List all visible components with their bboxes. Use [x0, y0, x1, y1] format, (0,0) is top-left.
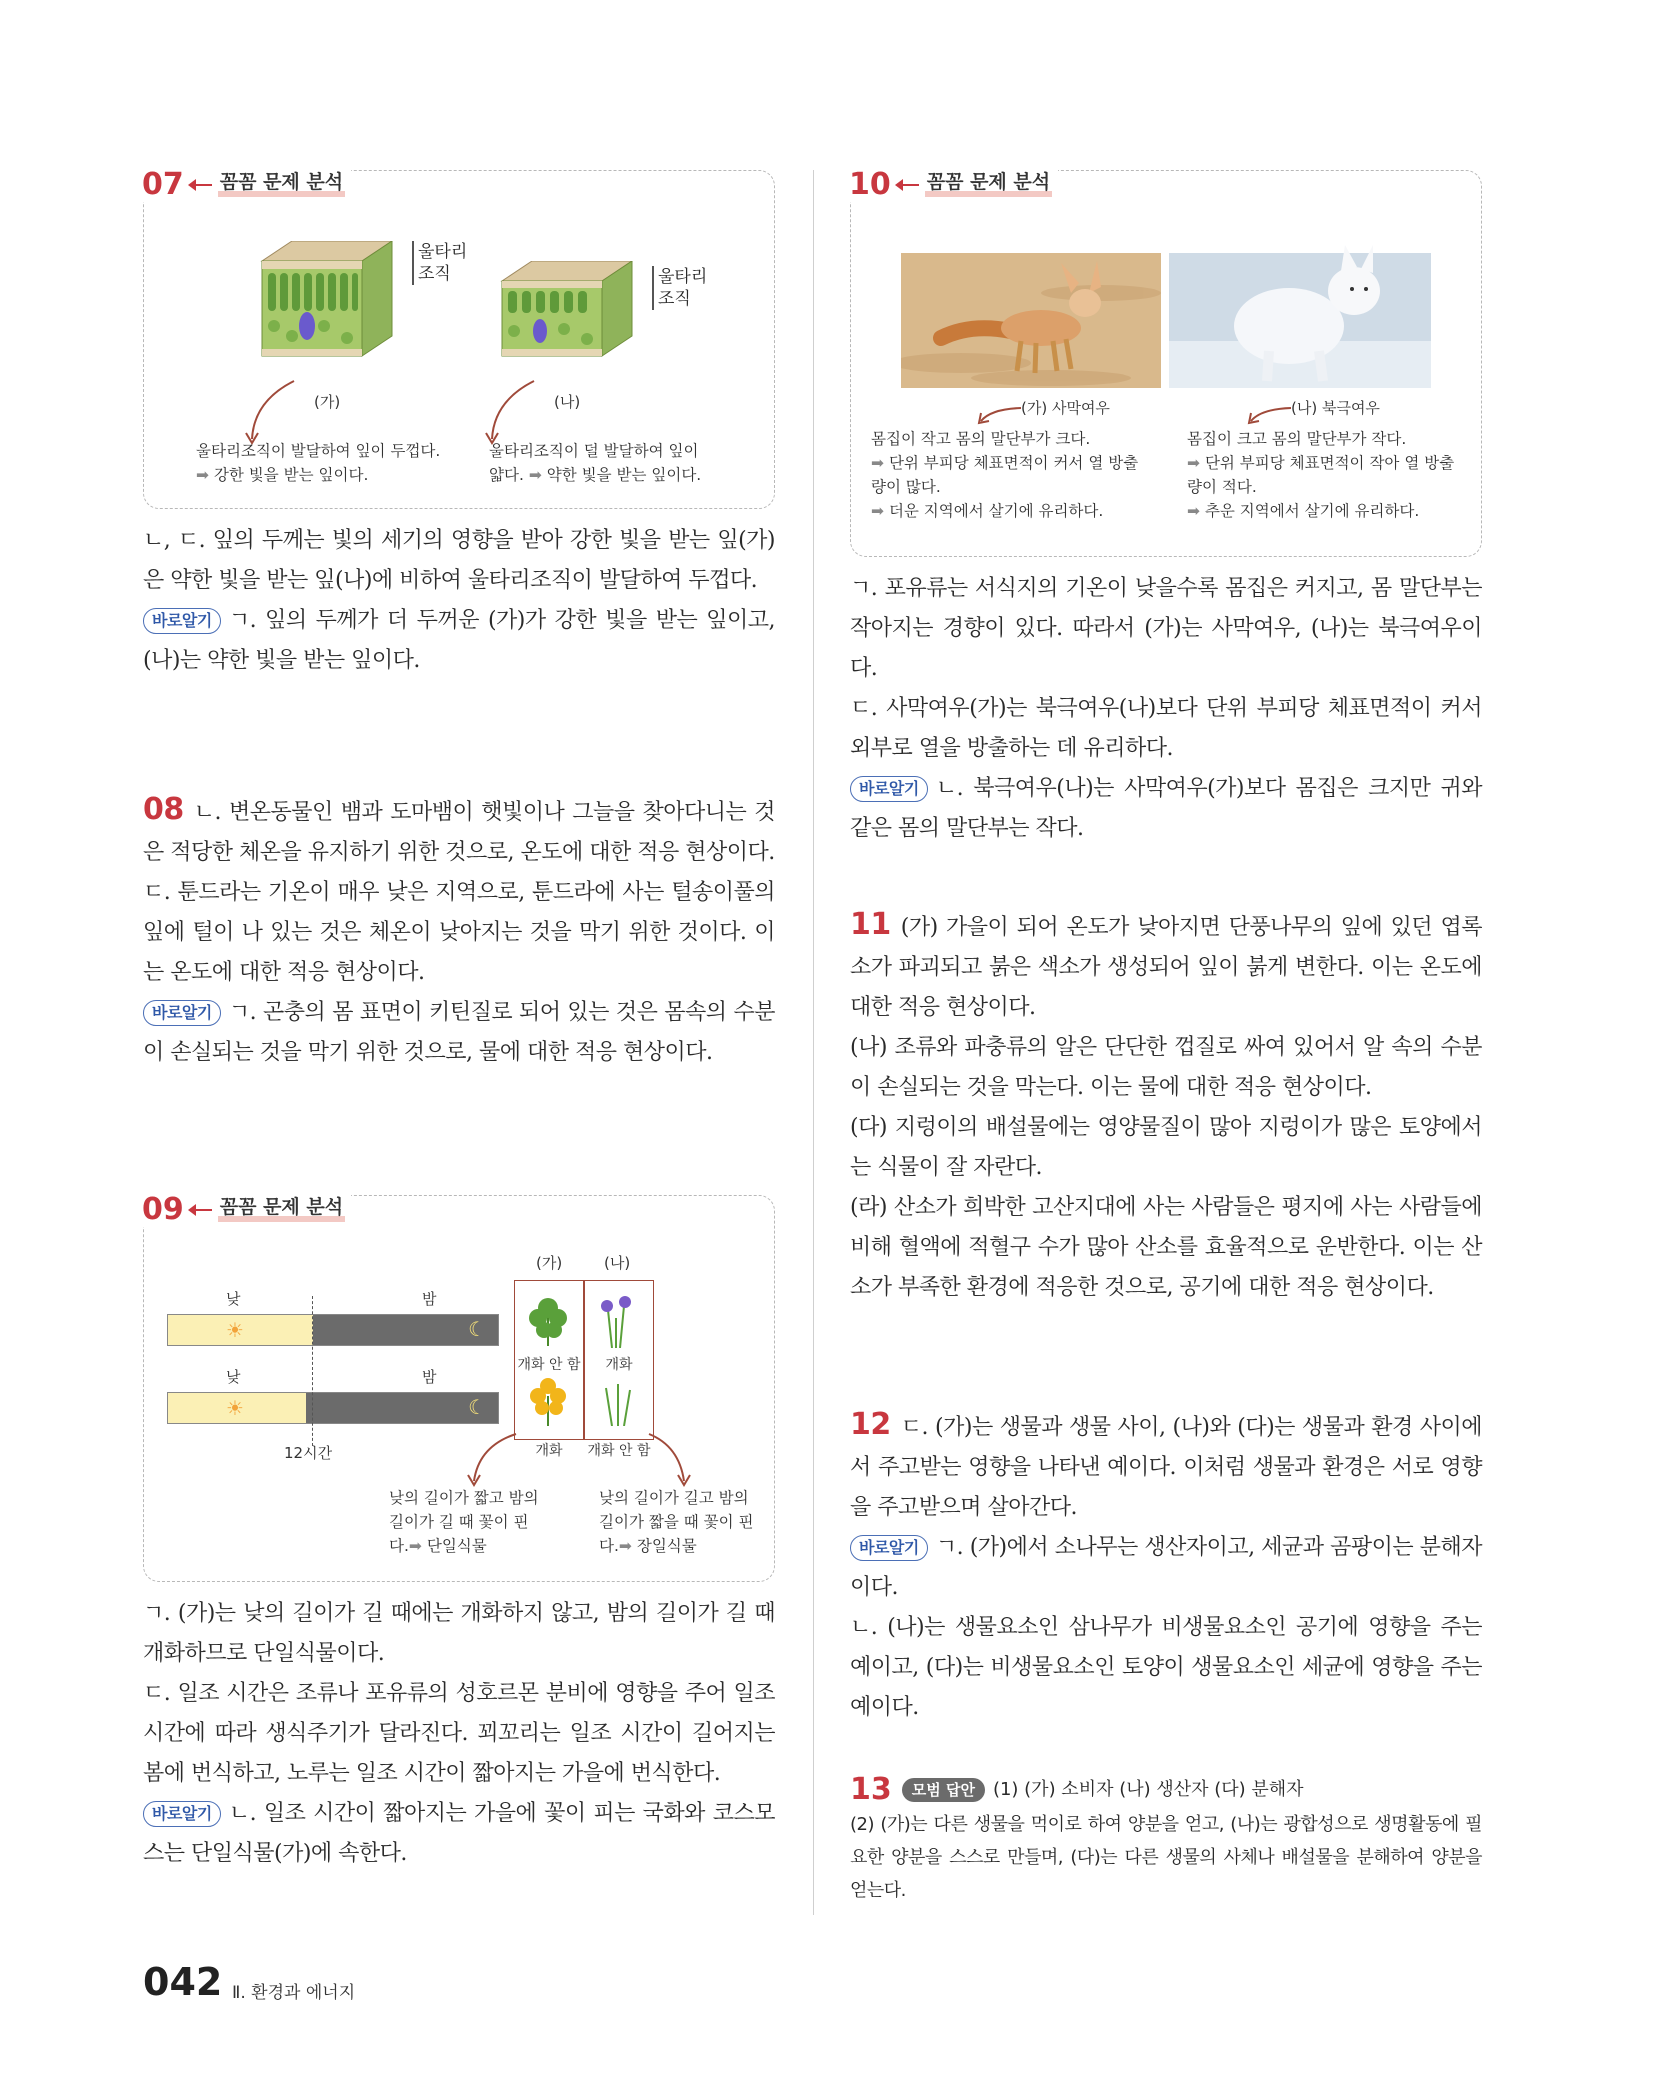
- note-b-result: 장일식물: [636, 1537, 697, 1555]
- right-arrow-icon: ➡: [618, 1537, 632, 1555]
- q09-para1: ㄱ. (가)는 낮의 길이가 길 때에는 개화하지 않고, 밤의 길이가 길 때 개화하므로 단일식물이다.: [143, 1601, 775, 1666]
- analysis-tag: 꼼꼼 문제 분석: [218, 173, 345, 197]
- note-a-line2: 길이가 길 때 꽃이 핀: [389, 1513, 529, 1531]
- desc-b: [1187, 427, 1454, 523]
- q08-para3-text: ㄱ. 곤충의 몸 표면이 키틴질로 되어 있는 것은 몸속의 수분이 손실되는 것을 막기 위한 것으로, 물에 대한 적응 현상이다.: [143, 1000, 775, 1065]
- tissue-label-a: 울타리 조직: [412, 241, 467, 285]
- correction-badge: 바로알기: [850, 1535, 928, 1561]
- q09-para3-text: ㄴ. 일조 시간이 짧아지는 가을에 꽃이 피는 국화와 코스모스는 단일식물(가)에 속한다.: [143, 1801, 775, 1866]
- desc-a-result: 강한 빛을 받는 잎이다.: [213, 466, 369, 484]
- correction-badge: 바로알기: [850, 776, 928, 802]
- question-number: 13: [850, 1772, 892, 1807]
- q10-para2: ㄷ. 사막여우(가)는 북극여우(나)보다 단위 부피당 체표면적이 커서 외부로 열을 방출하는 데 유리하다.: [850, 696, 1482, 761]
- q08-para1: [143, 790, 775, 873]
- q09-para3: [143, 1794, 775, 1874]
- q11-para2: (나) 조류와 파충류의 알은 단단한 껍질로 싸여 있어서 알 속의 수분이 손실되는 것을 막는다. 이는 물에 대한 적응 현상이다.: [850, 1035, 1482, 1100]
- note-b: [599, 1486, 753, 1558]
- question-11: [850, 905, 1482, 1308]
- label-12-hours: 12시간: [284, 1444, 333, 1462]
- right-arrow-icon: ➡: [871, 502, 884, 520]
- desc-a-line1: 울타리조직이 발달하여 잎이 두껍다.: [196, 442, 441, 460]
- desc-a-text4: 더운 지역에서 살기에 유리하다.: [888, 502, 1104, 520]
- note-b-line2: 길이가 짧을 때 꽃이 핀: [599, 1513, 754, 1531]
- column-divider: [813, 170, 814, 1915]
- right-arrow-icon: ➡: [528, 466, 542, 484]
- question-07: [142, 167, 775, 681]
- question-13: [850, 1772, 1482, 1907]
- note-a: [389, 1486, 539, 1558]
- desc-b-line4: [1187, 499, 1454, 523]
- desc-b-text2: 단위 부피당 체표면적이 작아 열 방출: [1204, 454, 1455, 472]
- label-day-2: 낮: [226, 1368, 241, 1386]
- desc-a-text2: 단위 부피당 체표면적이 커서 열 방출: [888, 454, 1139, 472]
- question-number: 08: [143, 792, 184, 827]
- q13-answer1: (1) (가) 소비자 (나) 생산자 (다) 분해자: [992, 1779, 1304, 1800]
- col-label-b: (나): [604, 1254, 631, 1272]
- label-day-1: 낮: [226, 1290, 241, 1308]
- analysis-box-10: [849, 167, 1482, 557]
- question-number: 11: [850, 907, 891, 942]
- analysis-box-07: [142, 167, 775, 509]
- q12-para1-text: ㄷ. (가)는 생물과 생물 사이, (나)와 (다)는 생물과 환경 사이에서 주고받는 영향을 나타낸 예이다. 이처럼 생물과 환경은 서로 영향을 주고받으며 살아간다.: [850, 1415, 1482, 1520]
- desc-b-line2: [1187, 451, 1454, 475]
- desc-b-line1: 몸집이 크고 몸의 말단부가 작다.: [1187, 430, 1407, 448]
- state-a-top: 개화 안 함: [517, 1357, 581, 1373]
- q08-para2: ㄷ. 툰드라는 기온이 매우 낮은 지역으로, 툰드라에 사는 털송이풀의 잎에 털이 나 있는 것은 체온이 낮아지는 것을 막기 위한 것이다. 이는 온도에 대한 적응 현상이다.: [143, 880, 775, 985]
- section-title: Ⅱ. 환경과 에너지: [232, 1983, 356, 2003]
- q10-para1: ㄱ. 포유류는 서식지의 기온이 낮을수록 몸집은 커지고, 몸 말단부는 작아지는 경향이 있다. 따라서 (가)는 사막여우, (나)는 북극여우이다.: [850, 576, 1482, 681]
- caption-b: (나): [554, 393, 581, 411]
- pointer-arrows: [144, 171, 776, 471]
- note-b-line3: [599, 1534, 753, 1558]
- q07-para1: ㄴ, ㄷ. 잎의 두께는 빛의 세기의 영향을 받아 강한 빛을 받는 잎(가)은 약한 빛을 받는 잎(나)에 비하여 울타리조직이 발달하여 두껍다.: [143, 528, 775, 593]
- state-a-bottom: 개화: [535, 1443, 563, 1459]
- q07-para2-text: ㄱ. 잎의 두께가 더 두꺼운 (가)가 강한 빛을 받는 잎이고, (나)는 약한 빛을 받는 잎이다.: [143, 608, 775, 673]
- tissue-label-b: 울타리 조직: [652, 266, 707, 310]
- desc-b-result: 약한 빛을 받는 잎이다.: [546, 466, 702, 484]
- question-number: 12: [850, 1407, 891, 1442]
- q08-para3: [143, 993, 775, 1073]
- caption-a: (가): [314, 393, 341, 411]
- q11-para3: (다) 지렁이의 배설물에는 영양물질이 많아 지렁이가 많은 토양에서는 식물이 잘 자란다.: [850, 1115, 1482, 1180]
- model-answer-badge: 모범 답안: [902, 1778, 985, 1802]
- question-09: [142, 1192, 775, 1874]
- q11-para4: (라) 산소가 희박한 고산지대에 사는 사람들은 평지에 사는 사람들에 비해 혈액에 적혈구 수가 많아 산소를 효율적으로 운반한다. 이는 산소가 부족한 환경에 적응한 것으로, 공기에 대한 적응 현상이다.: [850, 1195, 1482, 1300]
- q08-para1-text: ㄴ. 변온동물인 뱀과 도마뱀이 햇빛이나 그늘을 찾아다니는 것은 적당한 체온을 유지하기 위한 것으로, 온도에 대한 적응 현상이다.: [143, 800, 775, 865]
- question-number: 10: [849, 167, 891, 202]
- right-arrow-icon: ➡: [408, 1537, 422, 1555]
- question-10: [849, 167, 1482, 849]
- label-night-1: 밤: [422, 1290, 437, 1308]
- q12-para2: [850, 1528, 1482, 1608]
- question-number: 07: [142, 167, 184, 202]
- desc-a: [196, 439, 440, 487]
- correction-badge: 바로알기: [143, 608, 221, 634]
- caption-a: (가) 사막여우: [1021, 399, 1110, 417]
- q13-answer2: (2) (가)는 다른 생물을 먹이로 하여 양분을 얻고, (나)는 광합성으로 생명활동에 필요한 양분을 스스로 만들며, (다)는 다른 생물의 사체나 배설물을 분해하여 양분을 얻는다.: [850, 1814, 1482, 1901]
- q11-para1: [850, 905, 1482, 1028]
- q10-para3: [850, 769, 1482, 849]
- moon-icon: ☾: [468, 1395, 486, 1419]
- desc-b-text4: 추운 지역에서 살기에 유리하다.: [1204, 502, 1420, 520]
- note-a-line1: 낮의 길이가 짧고 밤의: [389, 1489, 539, 1507]
- correction-badge: 바로알기: [143, 1801, 221, 1827]
- q07-para2: [143, 601, 775, 681]
- state-b-bottom: 개화 안 함: [587, 1443, 651, 1459]
- desc-a-line2: [871, 451, 1138, 475]
- desc-b-thin: 얇다.: [489, 466, 524, 484]
- right-arrow-icon: ➡: [1187, 454, 1200, 472]
- sun-icon: ☀: [226, 1318, 244, 1342]
- question-12: [850, 1405, 1482, 1728]
- right-arrow-icon: ➡: [1187, 502, 1200, 520]
- question-08: [143, 790, 775, 1073]
- q11-para1-text: (가) 가을이 되어 온도가 낮아지면 단풍나무의 잎에 있던 엽록소가 파괴되고 붉은 색소가 생성되어 잎이 붉게 변한다. 이는 온도에 대한 적응 현상이다.: [850, 915, 1482, 1020]
- correction-badge: 바로알기: [143, 1000, 221, 1026]
- desc-a: [871, 427, 1138, 523]
- q12-para2-text: ㄱ. (가)에서 소나무는 생산자이고, 세균과 곰팡이는 분해자이다.: [850, 1535, 1482, 1600]
- q13-line1: [850, 1772, 1482, 1808]
- label-night-2: 밤: [422, 1368, 437, 1386]
- note-b-end: 다.: [599, 1537, 619, 1555]
- q10-para3-text: ㄴ. 북극여우(나)는 사막여우(가)보다 몸집은 크지만 귀와 같은 몸의 말단부는 작다.: [850, 776, 1482, 841]
- col-label-a: (가): [536, 1254, 563, 1272]
- note-a-end: 다.: [389, 1537, 409, 1555]
- note-a-result: 단일식물: [426, 1537, 487, 1555]
- question-number: 09: [142, 1192, 184, 1227]
- analysis-tag: 꼼꼼 문제 분석: [218, 1198, 345, 1222]
- right-arrow-icon: ➡: [871, 454, 884, 472]
- desc-b: [489, 439, 701, 487]
- desc-a-line3: 량이 많다.: [871, 478, 941, 496]
- state-b-top: 개화: [605, 1357, 633, 1373]
- desc-a-line2: [196, 463, 440, 487]
- q12-para3: ㄴ. (나)는 생물요소인 삼나무가 비생물요소인 공기에 영향을 주는 예이고, (다)는 비생물요소인 토양이 생물요소인 세균에 영향을 주는 예이다.: [850, 1615, 1482, 1720]
- caption-b: (나) 북극여우: [1291, 399, 1380, 417]
- note-b-line1: 낮의 길이가 길고 밤의: [599, 1489, 749, 1507]
- page-number: 042: [143, 1960, 223, 2004]
- desc-b-line1: 울타리조직이 덜 발달하여 잎이: [489, 442, 699, 460]
- analysis-tag: 꼼꼼 문제 분석: [925, 173, 1052, 197]
- q12-para1: [850, 1405, 1482, 1528]
- note-a-line3: [389, 1534, 539, 1558]
- desc-a-line1: 몸집이 작고 몸의 말단부가 크다.: [871, 430, 1091, 448]
- moon-icon: ☾: [468, 1317, 486, 1341]
- desc-b-line2: [489, 463, 701, 487]
- desc-a-line4: [871, 499, 1138, 523]
- analysis-box-09: [142, 1192, 775, 1582]
- desc-b-line3: 량이 적다.: [1187, 478, 1257, 496]
- q09-para2: ㄷ. 일조 시간은 조류나 포유류의 성호르몬 분비에 영향을 주어 일조 시간에 따라 생식주기가 달라진다. 꾀꼬리는 일조 시간이 길어지는 봄에 번식하고, 노루는 일조 시간이 짧아지는 가을에 번식한다.: [143, 1681, 775, 1786]
- right-arrow-icon: ➡: [196, 466, 209, 484]
- sun-icon: ☀: [226, 1396, 244, 1420]
